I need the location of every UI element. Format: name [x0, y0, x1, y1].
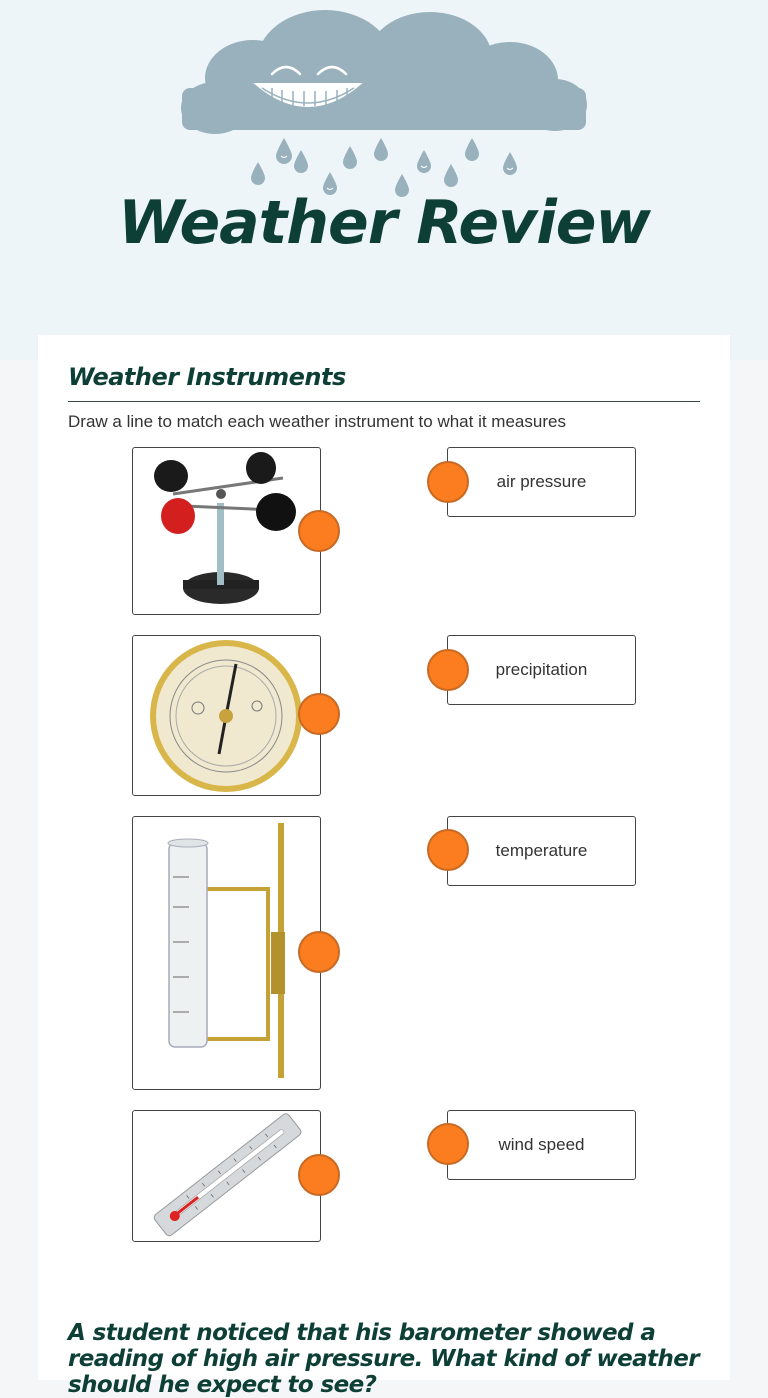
rain-gauge-connector-dot[interactable]	[298, 931, 340, 973]
air-pressure-connector-dot[interactable]	[427, 461, 469, 503]
instructions-text: Draw a line to match each weather instrument to what it measures	[68, 412, 566, 431]
answer-label: precipitation	[495, 660, 588, 679]
question-text: A student noticed that his barometer showed a reading of high air pressure. What kind of weather should he expect to see?	[68, 1320, 699, 1398]
section-title: Weather Instruments	[68, 363, 346, 391]
anemometer-image	[132, 447, 321, 615]
answer-air-pressure	[447, 447, 636, 517]
wind-speed-connector-dot[interactable]	[427, 1123, 469, 1165]
thermometer-image	[132, 1110, 321, 1242]
answer-wind-speed	[447, 1110, 636, 1180]
answer-precipitation	[447, 635, 636, 705]
page-title: Weather Review	[118, 188, 650, 258]
worksheet-card	[38, 335, 730, 1398]
answer-label: temperature	[495, 841, 588, 860]
rain-cloud-illustration	[0, 0, 768, 360]
header-banner	[0, 0, 768, 360]
section-divider	[68, 401, 700, 402]
answer-label: wind speed	[498, 1135, 585, 1154]
answer-temperature	[447, 816, 636, 886]
temperature-connector-dot[interactable]	[427, 829, 469, 871]
answer-label: air pressure	[496, 472, 587, 491]
precipitation-connector-dot[interactable]	[427, 649, 469, 691]
barometer-connector-dot[interactable]	[298, 693, 340, 735]
rain-gauge-image	[132, 816, 321, 1090]
anemometer-connector-dot[interactable]	[298, 510, 340, 552]
thermometer-connector-dot[interactable]	[298, 1154, 340, 1196]
barometer-image	[132, 635, 321, 796]
